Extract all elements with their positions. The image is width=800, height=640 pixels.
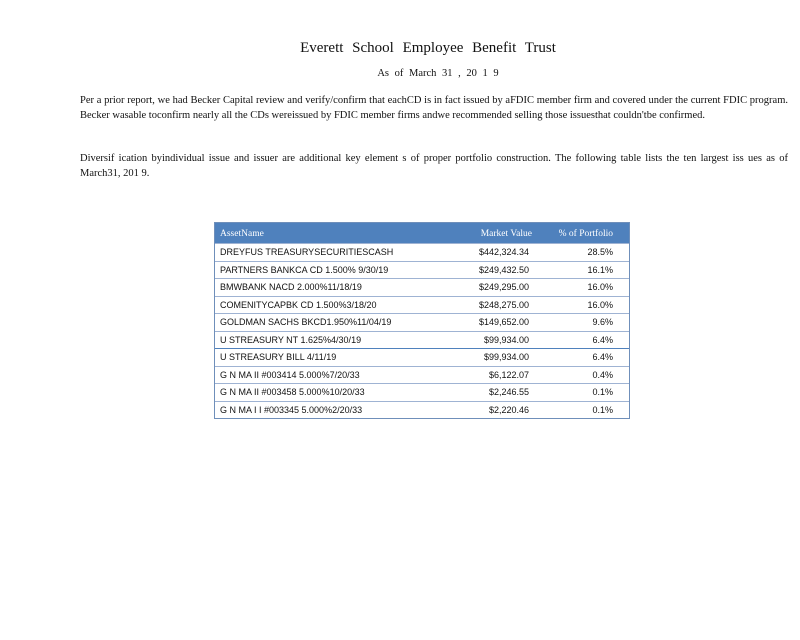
table-row [215,383,629,401]
cell-market-value: $149,652.00 [478,317,529,327]
cell-market-value: $99,934.00 [483,352,529,362]
cell-asset-name: G N MA II #003458 5.000%10/20/33 [220,387,365,397]
table-row [215,278,629,296]
holdings-table [214,222,630,419]
cell-asset-name: DREYFUS TREASURYSECURITIESCASH [220,247,394,257]
table-row [215,366,629,384]
cell-market-value: $249,295.00 [478,282,529,292]
paragraph-fdic-review: Per a prior report, we had Becker Capital review and verify/confirm that eachCD is in fact issued by aFDIC member firm and covered under the current FDIC program. Becker wasable toconfirm nearly all the CDs wereissued by FDIC member firms andwe recommended selling those issuesthat couldn'tbe confirmed. [80,95,788,121]
cell-percent: 16.1% [587,264,613,275]
cell-asset-name: BMWBANK NACD 2.000%11/18/19 [220,282,362,292]
cell-asset-name: U STREASURY BILL 4/11/19 [220,352,337,362]
header-asset-name: AssetName [220,229,264,239]
cell-asset-name: COMENITYCAPBK CD 1.500%3/18/20 [220,299,377,310]
cell-percent: 16.0% [587,299,613,310]
cell-percent: 16.0% [587,282,613,292]
table-row [215,331,629,349]
cell-percent: 0.4% [592,369,613,380]
cell-percent: 6.4% [592,334,613,345]
table-row [215,261,629,279]
cell-asset-name: PARTNERS BANKCA CD 1.500% 9/30/19 [220,264,389,275]
header-market-value: Market Value [480,229,532,239]
cell-market-value: $2,220.46 [488,404,529,415]
cell-percent: 9.6% [592,317,613,327]
cell-asset-name: U STREASURY NT 1.625%4/30/19 [220,334,362,345]
cell-market-value: $99,934.00 [483,334,529,345]
cell-percent: 6.4% [592,352,613,362]
cell-asset-name: GOLDMAN SACHS BKCD1.950%11/04/19 [220,317,392,327]
table-row [215,296,629,314]
table-header-row [215,223,629,243]
table-row [215,243,629,261]
cell-asset-name: G N MA I I #003345 5.000%2/20/33 [220,404,363,415]
cell-percent: 0.1% [592,387,613,397]
cell-percent: 28.5% [587,247,613,257]
header-percent-portfolio: % of Portfolio [558,229,613,239]
table-row [215,348,629,366]
cell-percent: 0.1% [592,404,613,415]
cell-market-value: $248,275.00 [478,299,529,310]
as-of-date: As of March 31 , 20 1 9 [377,68,499,79]
table-row [215,401,629,419]
cell-asset-name: G N MA II #003414 5.000%7/20/33 [220,369,360,380]
table-row [215,313,629,331]
cell-market-value: $2,246.55 [488,387,529,397]
cell-market-value: $6,122.07 [488,369,529,380]
cell-market-value: $442,324.34 [478,247,529,257]
paragraph-diversification: Diversif ication byindividual issue and issuer are additional key element s of proper portfolio construction. The following table lists the ten largest iss ues as of March31, 201 9. [80,153,788,179]
cell-market-value: $249,432.50 [478,264,529,275]
document-title: Everett School Employee Benefit Trust [300,40,556,56]
